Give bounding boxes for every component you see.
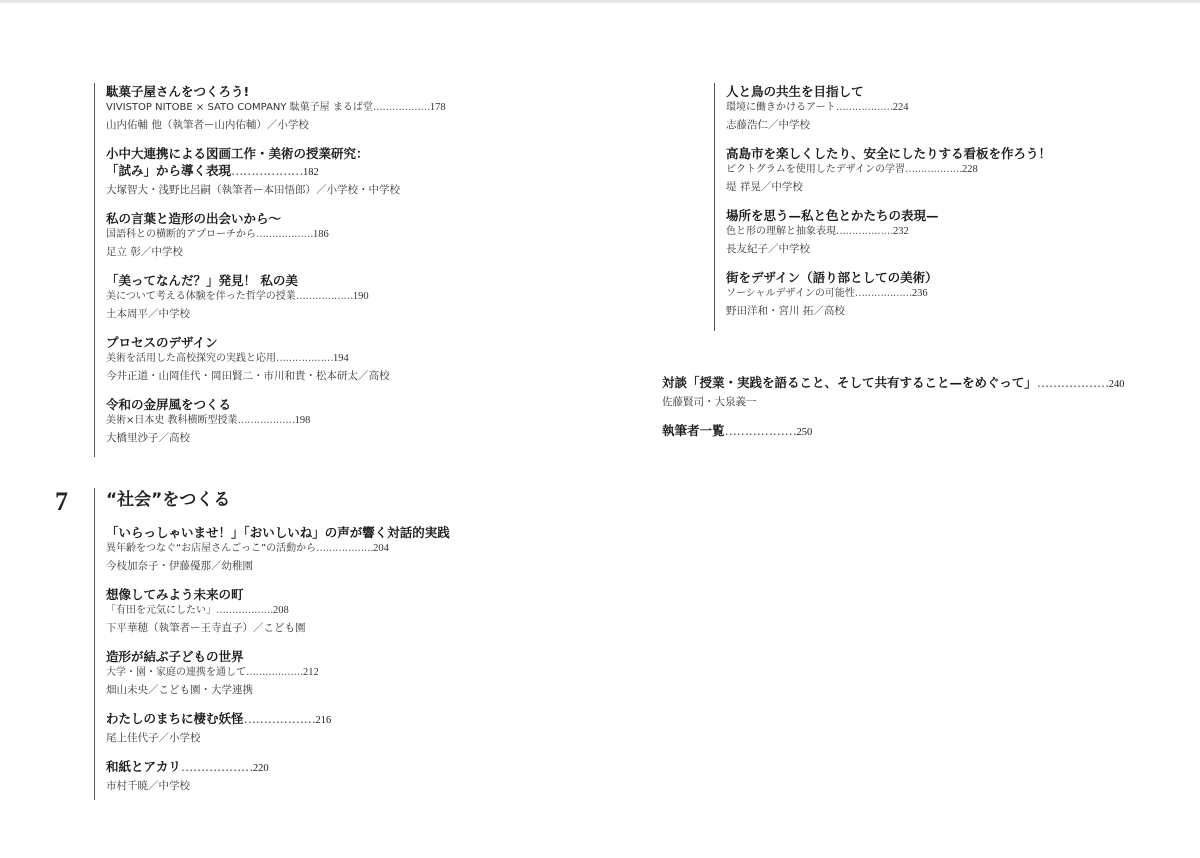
dot-leader: ……………… [246, 667, 303, 678]
entry-author: 市村千暁／中学校 [106, 780, 190, 792]
toc-entry[interactable] [106, 396, 446, 447]
page-number: 198 [294, 415, 311, 426]
entry-subtitle: 美について考える体験を伴った哲学の授業 [106, 291, 296, 302]
dot-leader: ……………… [724, 423, 797, 438]
toc-entry[interactable] [106, 145, 446, 199]
entry-subtitle: VIVISTOP NITOBE × SATO COMPANY 駄菓子屋 まるば堂 [106, 102, 373, 113]
entry-subtitle-line [726, 224, 1051, 240]
entry-title: 駄菓子屋さんをつくろう! [106, 84, 250, 99]
entry-subtitle: 美術×日本史 教科横断型授業 [106, 415, 238, 426]
entry-subtitle: 環境に働きかけるアート [726, 102, 836, 113]
dot-leader: ……………… [216, 605, 273, 616]
entry-subtitle: 「有田を元気にしたい」 [106, 605, 216, 616]
entry-subtitle-line [106, 413, 446, 429]
toc-entry[interactable] [106, 334, 446, 385]
dot-leader: ……………… [295, 291, 353, 302]
page-number: 220 [252, 763, 269, 774]
entry-title: 街をデザイン（語り部としての美術） [726, 270, 938, 285]
toc-right-top [714, 83, 1051, 331]
entry-subtitle: 異年齢をつなぐ“お店屋さんごっこ”の活動から [106, 543, 317, 554]
toc-entry[interactable] [106, 524, 450, 575]
entry-title: 私の言葉と造形の出会いから〜 [106, 211, 282, 226]
entry-subtitle-line [106, 100, 446, 116]
toc-entry-writers[interactable] [662, 422, 812, 441]
entry-subtitle-line [106, 227, 446, 243]
entry-author: 下平華穂（執筆者ー王寺直子）／こども園 [106, 622, 306, 634]
toc-section-7 [94, 488, 450, 800]
toc-entry[interactable] [726, 207, 1051, 258]
entry-subtitle-line [726, 100, 1051, 116]
toc-entry[interactable] [106, 586, 450, 637]
entry-subtitle: ソーシャルデザインの可能性 [726, 288, 855, 299]
entry-author: 長友紀子／中学校 [726, 243, 810, 255]
dot-leader: ……………… [1036, 375, 1109, 390]
dot-leader: ……………… [854, 288, 912, 299]
page-number: 212 [303, 667, 319, 678]
toc-entry[interactable] [106, 210, 446, 261]
toc-entry[interactable] [106, 83, 446, 134]
section-title: “社会”をつくる [106, 490, 231, 510]
entry-subtitle-line [106, 603, 450, 619]
entry-title: 高島市を楽しくしたり、安全にしたりする看板を作ろう！ [726, 146, 1052, 161]
dot-leader: ……………… [276, 353, 333, 364]
dot-leader: ……………… [836, 226, 893, 237]
entry-author: 今枝加奈子・伊藤優那／幼稚園 [106, 560, 253, 572]
entry-title: 場所を思う—私と色とかたちの表現— [726, 208, 939, 223]
page-number: 178 [429, 102, 446, 113]
top-rule [0, 0, 1200, 3]
section-number: 7 [55, 487, 68, 516]
toc-entry[interactable] [726, 269, 1051, 320]
entry-subtitle-line [106, 289, 446, 305]
entry-author: 山内佑輔 他（執筆者ー山内佑輔）／小学校 [106, 119, 309, 131]
page-number: 224 [892, 102, 909, 113]
entry-author: 土本周平／中学校 [106, 308, 190, 320]
entry-author: 野田洋和・宮川 拓／高校 [726, 305, 845, 317]
entry-title-line [662, 422, 812, 441]
page-number: 190 [352, 291, 369, 302]
entry-title: 「いらっしゃいませ！」「おいしいね」の声が響く対話的実践 [106, 525, 450, 540]
page-number: 194 [333, 353, 349, 364]
entry-title-cont: 「試み」から導く表現 [106, 163, 232, 178]
dot-leader: ……………… [237, 415, 295, 426]
entry-author: 尾上佳代子／小学校 [106, 732, 201, 744]
entry-title: 人と鳥の共生を目指して [726, 84, 864, 99]
toc-entry[interactable] [106, 648, 450, 699]
page-number: 208 [273, 605, 289, 616]
entry-title: 令和の金屏風をつくる [106, 397, 232, 412]
toc-entry[interactable] [726, 83, 1051, 134]
entry-title: 小中大連携による図画工作・美術の授業研究： [106, 146, 369, 161]
dot-leader: ……………… [316, 543, 374, 554]
toc-left-top [94, 83, 446, 457]
entry-title-line [662, 374, 1125, 393]
entry-subtitle-line [106, 351, 446, 367]
dot-leader: ……………… [835, 102, 893, 113]
entry-title: わたしのまちに棲む妖怪 [106, 711, 244, 726]
toc-entry[interactable] [106, 758, 450, 795]
entry-author: 今井正道・山岡佳代・岡田賢二・市川和貴・松本研太／高校 [106, 370, 390, 382]
entry-title-line [106, 710, 450, 729]
entry-title-line [106, 758, 450, 777]
dot-leader: ……………… [243, 711, 316, 726]
page-number: 216 [315, 715, 332, 726]
entry-subtitle: 色と形の理解と抽象表現 [726, 226, 836, 237]
entry-subtitle-line [726, 162, 1051, 178]
entry-subtitle-line [106, 541, 450, 557]
toc-entry[interactable] [726, 145, 1051, 196]
entry-subtitle-line [726, 286, 1051, 302]
entry-title: 想像してみよう未来の町 [106, 587, 244, 602]
entry-author: 志藤浩仁／中学校 [726, 119, 810, 131]
page-number: 228 [962, 164, 978, 175]
entry-author: 大橋里沙子／高校 [106, 432, 190, 444]
entry-title: 造形が結ぶ子どもの世界 [106, 649, 244, 664]
entry-title: 執筆者一覧 [662, 423, 725, 438]
entry-subtitle: 大学・園・家庭の連携を通して [106, 667, 246, 678]
page-number: 240 [1108, 379, 1125, 390]
entry-author: 畑山未央／こども園・大学連携 [106, 684, 253, 696]
page-number: 204 [373, 543, 389, 554]
entry-author: 佐藤賢司・大泉義一 [662, 396, 757, 408]
entry-title: プロセスのデザイン [106, 335, 218, 350]
dot-leader: ……………… [256, 229, 313, 240]
entry-subtitle: ピクトグラムを使用したデザインの学習 [726, 164, 905, 175]
toc-entry[interactable] [106, 272, 446, 323]
entry-subtitle: 美術を活用した高校探究の実践と応用 [106, 353, 276, 364]
page-number: 182 [303, 167, 319, 178]
entry-title: 「美ってなんだ？」発見！ 私の美 [106, 273, 298, 288]
entry-author: 足立 彰／中学校 [106, 246, 183, 258]
entry-subtitle: 国語科との横断的アプローチから [106, 229, 256, 240]
dot-leader: ……………… [180, 759, 253, 774]
page-number: 236 [911, 288, 928, 299]
page-number: 232 [893, 226, 909, 237]
entry-title: 対談「授業・実践を語ること、そして共有すること—をめぐって」 [662, 375, 1037, 390]
toc-entry-dialogue[interactable] [662, 374, 1125, 411]
dot-leader: ……………… [905, 164, 962, 175]
dot-leader: ……………… [231, 163, 304, 178]
toc-entry[interactable] [106, 710, 450, 747]
entry-title: 和紙とアカリ [106, 759, 181, 774]
page-number: 186 [313, 229, 329, 240]
dot-leader: ……………… [372, 102, 430, 113]
entry-title-line2 [106, 162, 446, 181]
page-number: 250 [796, 427, 813, 438]
entry-subtitle-line [106, 665, 450, 681]
entry-author: 堤 祥晃／中学校 [726, 181, 803, 193]
entry-author: 大塚智大・浅野比呂嗣（執筆者ー本田悟郎）／小学校・中学校 [106, 184, 400, 196]
